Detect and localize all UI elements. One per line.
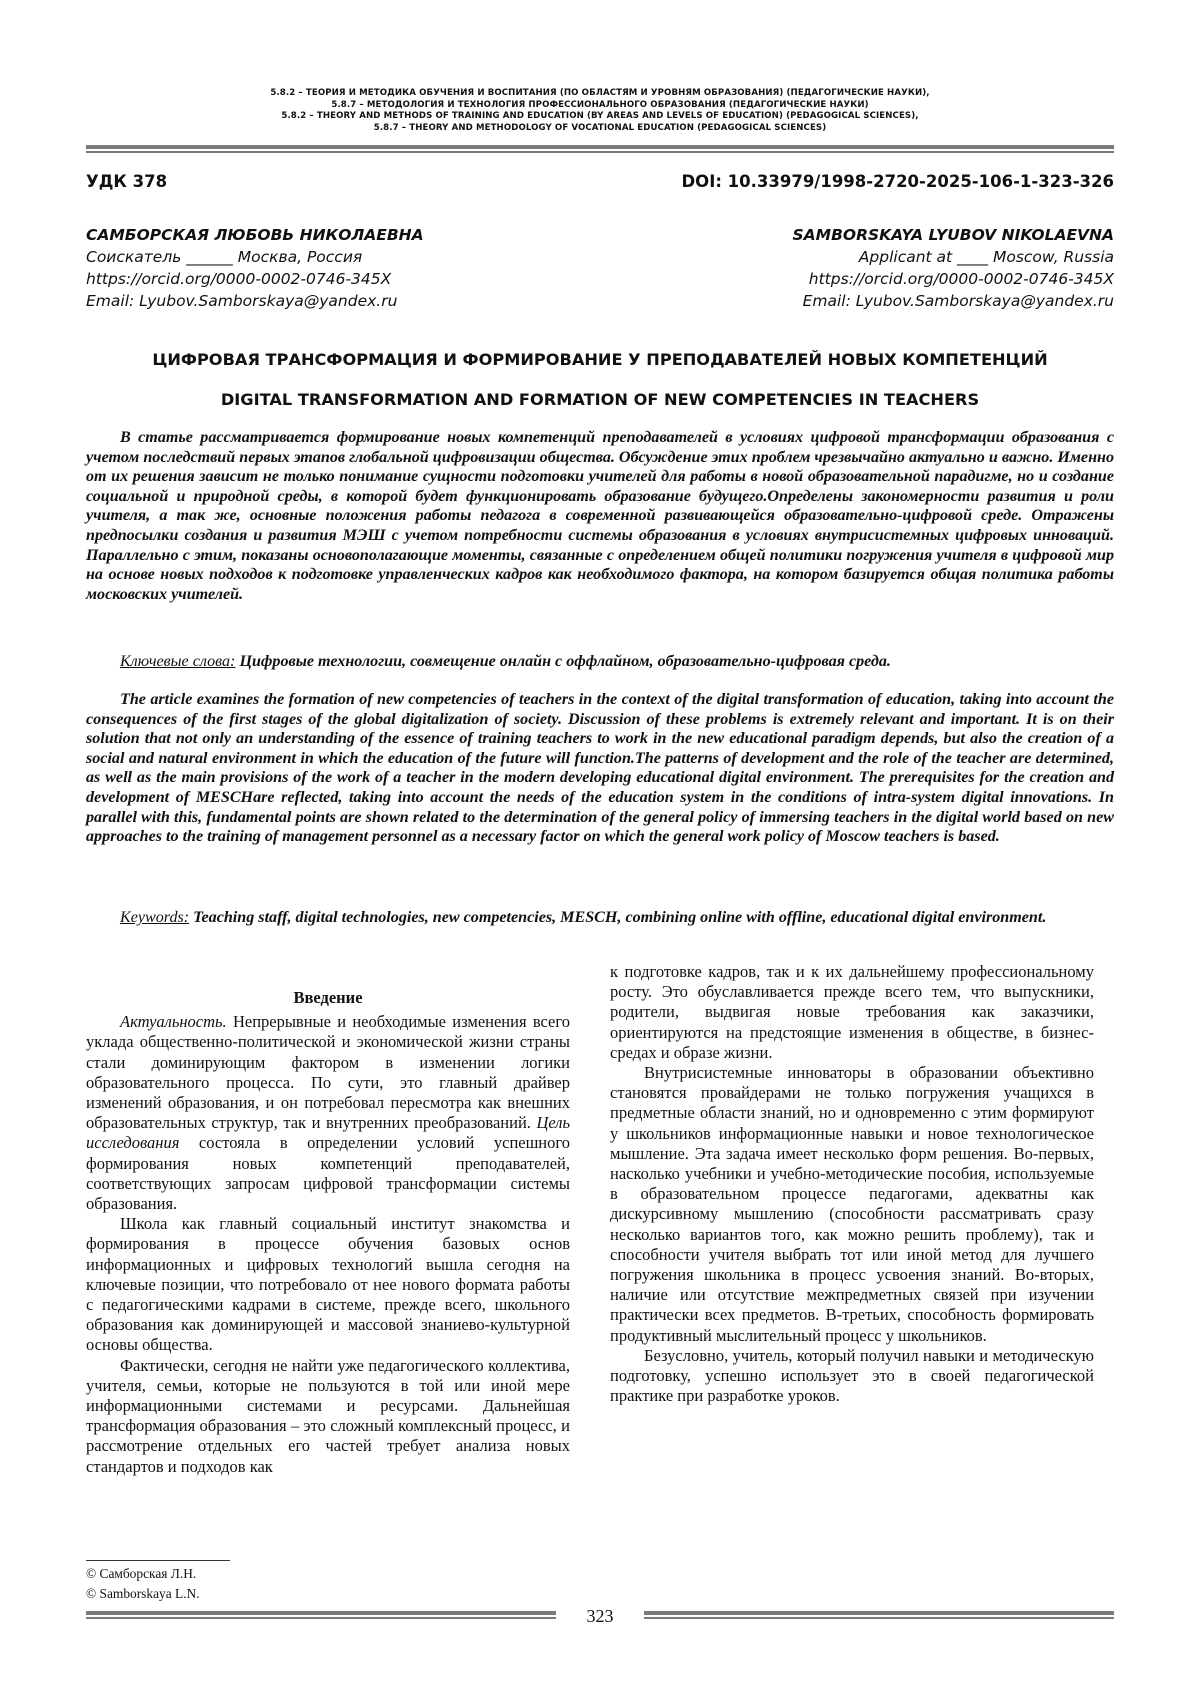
author-name: САМБОРСКАЯ ЛЮБОВЬ НИКОЛАЕВНА xyxy=(86,226,424,244)
footer-divider-right xyxy=(644,1611,1114,1615)
keywords-text: Цифровые технологии, совмещение онлайн с оффлайном, образовательно-цифровая среда. xyxy=(239,653,891,670)
body-paragraph: Школа как главный социальный институт знакомства и формирования в процессе обучения базовых основ информационных и цифровых технологий вышла сегодня на ключевые позиции, что потребовало от нее нового формата работы с педагогическими кадрами в системе, прежде всего, школьного образования как доминирующей и массовой знаниево-культурной основы общества. xyxy=(86,1214,570,1355)
footnotes xyxy=(86,1564,200,1604)
body-paragraph: Безусловно, учитель, который получил навыки и методическую подготовку, успешно использует это в своей педагогической практике при разработке уроков. xyxy=(610,1345,1094,1406)
header-divider xyxy=(86,145,1114,149)
keywords-label: Ключевые слова: xyxy=(120,653,236,670)
running-head-line: 5.8.7 – МЕТОДОЛОГИЯ И ТЕХНОЛОГИЯ ПРОФЕССИОНАЛЬНОГО ОБРАЗОВАНИЯ (ПЕДАГОГИЧЕСКИЕ НАУКИ) xyxy=(331,99,869,110)
body-paragraph: Внутрисистемные инноваторы в образовании объективно становятся провайдерами не только погружения учащихся в предметные области знаний, но и одновременно с этим формируют у школьников информационные навыки и новое технологическое мышление. Эта задача имеет несколько форм решения. Во-первых, насколько учебники и учебно-методические пособия, используемые в образовательном процессе педагогами, адекватны как дискурсивному мышлению (способности рассматривать сразу несколько вариантов того, как можно решить проблему), так и способности учителя выбрать тот или иной метод для лучшего погружения школьника в процесс усвоения знаний. Во-вторых, наличие или отсутствие межпредметных связей при изучении практически всех предметов. В-третьих, способность формировать продуктивный мыслительный процесс у школьников. xyxy=(610,1063,1094,1345)
keywords-en xyxy=(86,908,1114,928)
author-orcid[interactable]: https://orcid.org/0000-0002-0746-345X xyxy=(808,270,1114,288)
lead-term: Актуальность. xyxy=(120,1012,227,1032)
body-paragraph: к подготовке кадров, так и к их дальнейшему профессиональному росту. Это обуславливается прежде всего тем, что выпускники, родители, выдвигая новые требования как заказчики, ориентируются на предстоящие изменения в обществе, в бизнес-средах и образе жизни. xyxy=(610,962,1094,1062)
footer-divider-left xyxy=(86,1611,556,1615)
research-goal-term: Цель исследования xyxy=(86,1113,570,1153)
copyright-ru: © Самборская Л.Н. xyxy=(86,1566,197,1581)
keywords-text: Teaching staff, digital technologies, new competencies, MESCH, combining online with offline, educational digital environment. xyxy=(193,909,1047,926)
paragraph-text: Непрерывные и необходимые изменения всего уклада общественно-политической и экономической жизни страны стали доминирующим фактором в изменении логики образовательного процесса. По сути, это главный драйвер изменений образования, и он потребовал пересмотра как внешних образовательных структур, так и внутренних преобразований. xyxy=(86,1012,570,1133)
author-block-en xyxy=(614,224,1114,312)
body-paragraph: Фактически, сегодня не найти уже педагогического коллектива, учителя, семьи, которые не пользуются в той или иной мере информационными системами и ресурсами. Дальнейшая трансформация образования – это сложный комплексный процесс, и рассмотрение отдельных его частей требует анализа новых стандартов и подходов как xyxy=(86,1355,570,1476)
running-head-line: 5.8.2 – ТЕОРИЯ И МЕТОДИКА ОБУЧЕНИЯ И ВОСПИТАНИЯ (ПО ОБЛАСТЯМ И УРОВНЯМ ОБРАЗОВАНИЯ) (ПЕДАГОГИЧЕСКИЕ НАУКИ), xyxy=(270,88,930,98)
author-orcid[interactable]: https://orcid.org/0000-0002-0746-345X xyxy=(86,270,392,288)
doi: DOI: 10.33979/1998-2720-2025-106-1-323-326 xyxy=(681,172,1114,191)
abstract-en: The article examines the formation of new competencies of teachers in the context of the digital transformation of education, taking into account the consequences of the first stages of the global digitalization of society. Discussion of these problems is extremely relevant and important. It is on their solution that not only an understanding of the essence of training teachers to work in the new educational paradigm depends, but also the creation of a social and natural environment in which the education of the future will function.The patterns of development and the role of the teacher are determined, as well as the main provisions of the work of a teacher in the modern developing educational digital environment. The prerequisites for the creation and development of MESCHare reflected, taking into account the needs of the education system in the conditions of intra-system digital innovations. In parallel with this, fundamental points are shown related to the determination of the general policy of immersing teachers in the digital world based on new approaches to the training of management personnel as a necessary factor on which the general work policy of Moscow teachers is based. xyxy=(86,691,1114,846)
copyright-en: © Samborskaya L.N. xyxy=(86,1586,200,1601)
meta-row xyxy=(86,172,1114,196)
running-head xyxy=(86,88,1114,134)
header-divider xyxy=(86,151,1114,153)
author-email[interactable]: Email: Lyubov.Samborskaya@yandex.ru xyxy=(86,292,398,310)
running-head-line: 5.8.2 – THEORY AND METHODS OF TRAINING AND EDUCATION (BY AREAS AND LEVELS OF EDUCATION) (PEDAGOGICAL SCIENCES), xyxy=(281,111,919,122)
author-email[interactable]: Email: Lyubov.Samborskaya@yandex.ru xyxy=(802,292,1114,310)
abstract-ru: В статье рассматривается формирование новых компетенций преподавателей в условиях цифровой трансформации образования с учетом последствий первых этапов глобальной цифровизации общества. Обсуждение этих проблем чрезвычайно актуально и важно. Именно от их решения зависит не только понимание сущности подготовки учителей для работы в новой образовательной парадигме, но и создание социальной и природной среды, в которой будет функционировать образование будущего.Определены закономерности развития и роли учителя, а так же, основные положения работы педагога в современной развивающейся образовательно-цифровой среде. Отражены предпосылки создания и развития МЭШ с учетом потребности системы образования в условиях внутрисистемных цифровых инноваций. Параллельно с этим, показаны основополагающие моменты, связанные с определением общей политики погружения учителя в цифровой мир на основе новых подходов к подготовке управленческих кадров как необходимого фактора, на котором базируется общая политика работы московских учителей. xyxy=(86,429,1114,603)
udc-code: УДК 378 xyxy=(86,172,168,191)
footnote-divider xyxy=(86,1560,230,1561)
section-heading: Введение xyxy=(293,988,363,1007)
page-number: 323 xyxy=(586,1606,614,1626)
author-position: Соискатель ______ Москва, Россия xyxy=(86,248,363,266)
footer-divider-left xyxy=(86,1617,556,1619)
author-name: SAMBORSKAYA LYUBOV NIKOLAEVNA xyxy=(792,226,1114,244)
body-column-left xyxy=(86,988,570,1477)
keywords-ru xyxy=(86,652,1114,672)
body-paragraph xyxy=(86,1012,570,1214)
body-column-right xyxy=(610,962,1094,1406)
author-block-ru xyxy=(86,224,586,312)
article-title-ru: ЦИФРОВАЯ ТРАНСФОРМАЦИЯ И ФОРМИРОВАНИЕ У ПРЕПОДАВАТЕЛЕЙ НОВЫХ КОМПЕТЕНЦИЙ xyxy=(152,350,1048,369)
footer-divider-right xyxy=(644,1617,1114,1619)
article-title-en: DIGITAL TRANSFORMATION AND FORMATION OF NEW COMPETENCIES IN TEACHERS xyxy=(220,390,980,409)
author-position: Applicant at ____ Moscow, Russia xyxy=(858,248,1114,266)
paragraph-text: состояла в определении условий успешного формирования новых компетенций преподавателей, соответствующих запросам цифровой трансформации системы образования. xyxy=(86,1133,570,1214)
keywords-label: Keywords: xyxy=(120,909,190,926)
running-head-line: 5.8.7 – THEORY AND METHODOLOGY OF VOCATIONAL EDUCATION (PEDAGOGICAL SCIENCES) xyxy=(373,122,827,133)
